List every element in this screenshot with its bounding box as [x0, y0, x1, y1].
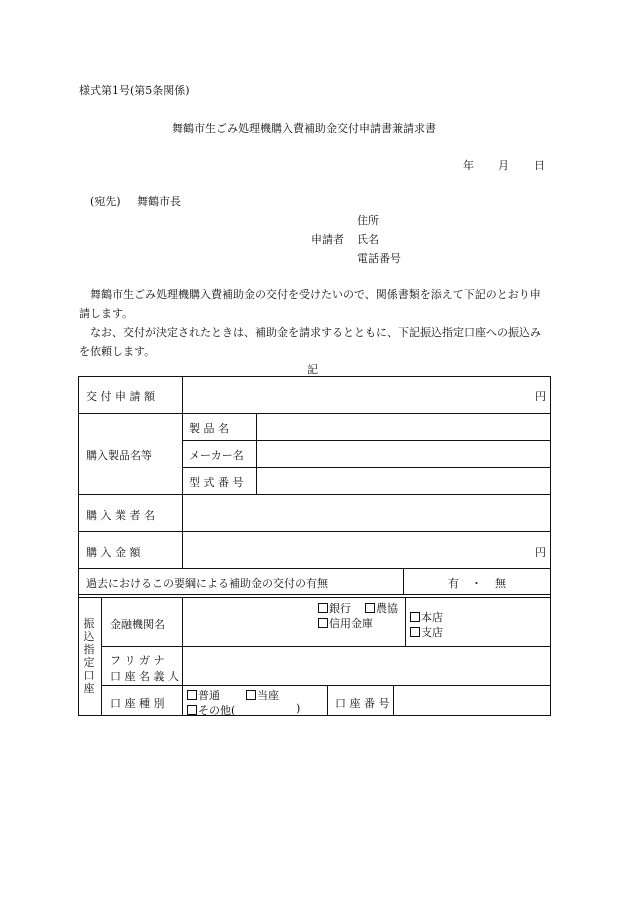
- other-option-label: その他(: [198, 704, 236, 717]
- applicant-label: 申請者: [311, 233, 344, 246]
- shinkin-option-label: 信用金庫: [329, 617, 373, 630]
- addressee-prefix: (宛先): [90, 195, 121, 208]
- futsu-option-label: 普通: [198, 689, 220, 702]
- body-paragraph-1: 舞鶴市生ごみ処理機購入費補助金の交付を受けたいので、関係書類を添えて下記のとおり申請します。: [79, 288, 541, 320]
- touza-option-label: 当座: [257, 689, 279, 702]
- checkbox-icon: [187, 690, 197, 700]
- maker-label: メーカー名: [189, 449, 244, 462]
- main-branch-option-label: 本店: [421, 611, 443, 624]
- checkbox-icon: [365, 603, 375, 613]
- bank-option-label: 銀行: [329, 602, 351, 615]
- column-divider: [101, 597, 102, 716]
- account-group-label: 振込指定口座: [83, 617, 95, 695]
- product-name-field[interactable]: [257, 414, 550, 439]
- product-name-label: 製 品 名: [189, 422, 229, 435]
- bank-checkbox[interactable]: [318, 600, 351, 616]
- account-number-field[interactable]: [394, 686, 550, 715]
- other-checkbox[interactable]: [187, 702, 235, 718]
- yes-option[interactable]: 有: [448, 577, 459, 590]
- purchase-amount-label: 購 入 金 額: [86, 546, 141, 559]
- form-title: 舞鶴市生ごみ処理機購入費補助金交付申請書兼請求書: [172, 122, 436, 135]
- row-divider: [78, 568, 551, 569]
- account-holder-label: 口 座 名 義 人: [110, 670, 179, 683]
- applicant-name-label: 氏名: [357, 233, 379, 246]
- checkbox-icon: [187, 705, 197, 715]
- ki-label: 記: [307, 363, 318, 376]
- applicant-address-label: 住所: [357, 214, 379, 227]
- account-type-label: 口 座 種 別: [110, 697, 165, 710]
- vendor-field[interactable]: [183, 495, 550, 530]
- yen-label: 円: [535, 390, 546, 403]
- bank-name-label: 金融機関名: [110, 618, 165, 631]
- maker-field[interactable]: [257, 441, 550, 466]
- checkbox-icon: [318, 603, 328, 613]
- other-close-paren: ): [296, 702, 301, 715]
- column-divider: [403, 568, 404, 594]
- futsu-checkbox[interactable]: [187, 687, 220, 703]
- request-amount-field[interactable]: [183, 377, 550, 412]
- request-amount-label: 交 付 申 請 額: [86, 390, 155, 403]
- account-number-label: 口 座 番 号: [335, 697, 390, 710]
- date-day-label: 日: [534, 159, 545, 172]
- body-paragraph-2: なお、交付が決定されたときは、補助金を請求するとともに、下記振込指定口座への振込みを依頼します。: [79, 326, 541, 358]
- purchase-amount-field[interactable]: [183, 532, 550, 567]
- column-divider: [327, 685, 328, 716]
- past-grant-label: 過去におけるこの要綱による補助金の交付の有無: [86, 577, 328, 590]
- product-group-label: 購入製品名等: [86, 449, 152, 462]
- applicant-phone-label: 電話番号: [357, 252, 401, 265]
- other-detail-field[interactable]: [243, 701, 293, 714]
- branch-option-label: 支店: [421, 626, 443, 639]
- yen-label: 円: [535, 546, 546, 559]
- date-year-label: 年: [463, 159, 474, 172]
- model-number-label: 型 式 番 号: [189, 476, 244, 489]
- form-number: 様式第1号(第5条関係): [79, 84, 190, 97]
- vendor-label: 購 入 業 者 名: [86, 509, 155, 522]
- shinkin-checkbox[interactable]: [318, 615, 373, 631]
- furigana-label: フ リ ガ ナ: [110, 654, 165, 667]
- noukyou-option-label: 農協: [376, 602, 398, 615]
- checkbox-icon: [318, 618, 328, 628]
- row-divider: [78, 594, 551, 595]
- date-month-label: 月: [498, 159, 509, 172]
- noukyou-checkbox[interactable]: [365, 600, 398, 616]
- separator-dot: ・: [471, 577, 482, 590]
- bank-name-field[interactable]: [183, 598, 313, 645]
- addressee-name: 舞鶴市長: [137, 195, 181, 208]
- no-option[interactable]: 無: [495, 577, 506, 590]
- account-holder-field[interactable]: [183, 647, 550, 684]
- checkbox-icon: [246, 690, 256, 700]
- model-number-field[interactable]: [257, 468, 550, 493]
- branch-name-field[interactable]: [406, 598, 550, 645]
